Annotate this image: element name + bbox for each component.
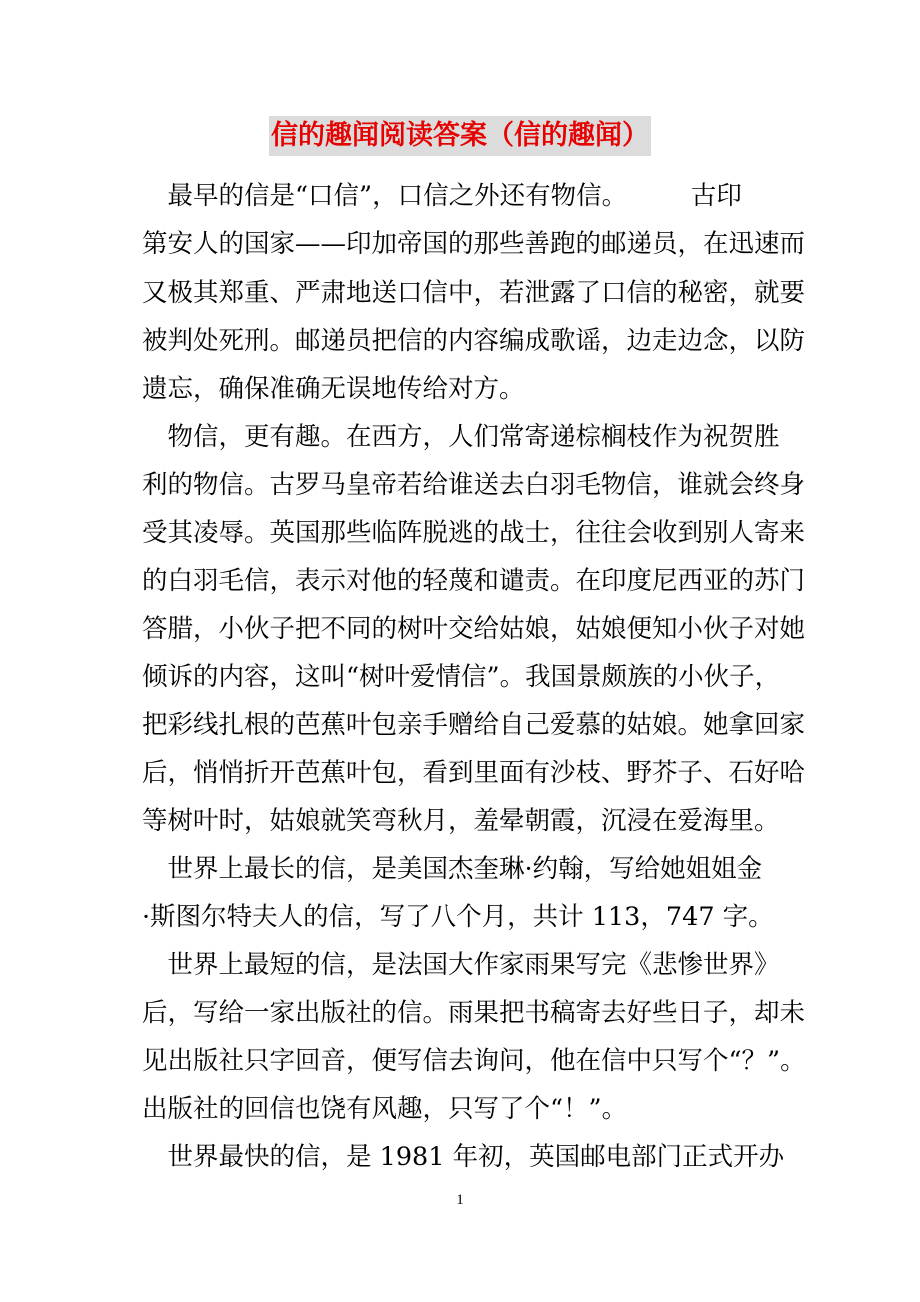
text-line: 世界上最短的信，是法国大作家雨果写完《悲惨世界》	[142, 950, 780, 980]
text-line: ·斯图尔特夫人的信，写了八个月，共计 113，747 字。	[142, 902, 774, 932]
text-line: 遗忘，确保准确无误地传给对方。	[142, 374, 525, 404]
text-line: 受其凌辱。英国那些临阵脱逃的战士，往往会收到别人寄来	[142, 518, 806, 548]
title-container	[0, 116, 920, 156]
text-line: 世界最快的信，是 1981 年初，英国邮电部门正式开办	[142, 1142, 785, 1172]
text-line: 等树叶时，姑娘就笑弯秋月，羞晕朝霞，沉浸在爱海里。	[142, 806, 780, 836]
text-line: 利的物信。古罗马皇帝若给谁送去白羽毛物信，谁就会终身	[142, 470, 806, 500]
text-line: 最早的信是“口信”，口信之外还有物信。 古印	[142, 181, 742, 211]
text-line: 倾诉的内容，这叫“树叶爱情信”。我国景颇族的小伙子，	[142, 662, 781, 692]
text-line: 又极其郑重、严肃地送口信中，若泄露了口信的秘密，就要	[142, 278, 806, 308]
text-line: 见出版社只字回音，便写信去询问，他在信中只写个“？”。	[142, 1046, 806, 1076]
text-line: 第安人的国家——印加帝国的那些善跑的邮递员，在迅速而	[142, 229, 806, 259]
text-line: 被判处死刑。邮递员把信的内容编成歌谣，边走边念，以防	[142, 326, 806, 356]
text-line: 世界上最长的信，是美国杰奎琳·约翰，写给她姐姐金	[142, 854, 763, 884]
text-line: 答腊，小伙子把不同的树叶交给姑娘，姑娘便知小伙子对她	[142, 614, 806, 644]
text-line: 后，写给一家出版社的信。雨果把书稿寄去好些日子，却未	[142, 998, 806, 1028]
text-line: 出版社的回信也饶有风趣，只写了个“！”。	[142, 1094, 628, 1124]
text-line: 的白羽毛信，表示对他的轻蔑和谴责。在印度尼西亚的苏门	[142, 566, 806, 596]
text-line: 物信，更有趣。在西方，人们常寄递棕榈枝作为祝贺胜	[142, 422, 780, 452]
document-title: 信的趣闻阅读答案（信的趣闻）	[269, 116, 651, 156]
text-line: 后，悄悄折开芭蕉叶包，看到里面有沙枝、野芥子、石好哈	[142, 758, 806, 788]
text-line: 把彩线扎根的芭蕉叶包亲手赠给自己爱慕的姑娘。她拿回家	[142, 710, 806, 740]
page-number: 1	[456, 1192, 464, 1208]
